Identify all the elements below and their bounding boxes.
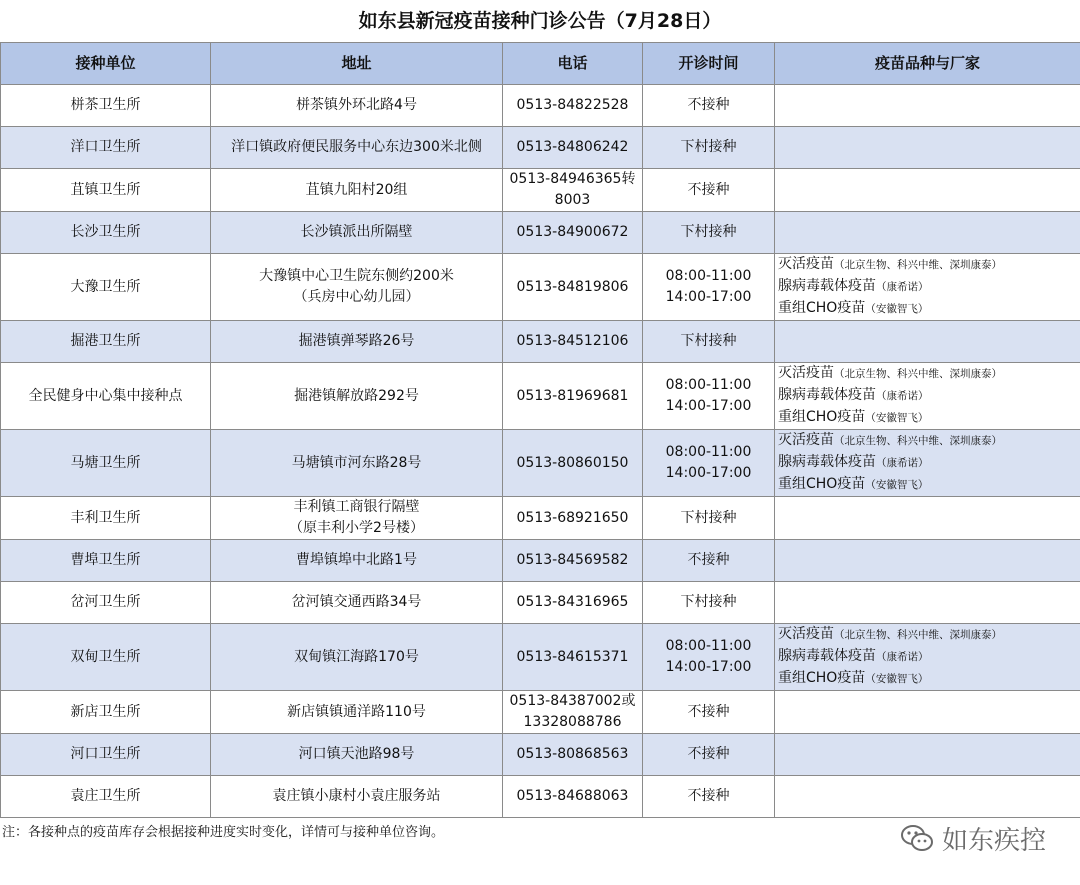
address-cell xyxy=(211,127,503,169)
table-row xyxy=(1,363,1080,430)
vaccine-line xyxy=(778,407,1076,429)
phone-cell-line: 0513-84819806 xyxy=(516,278,629,295)
address-cell xyxy=(211,430,503,497)
address-cell-line: 掘港镇弹琴路26号 xyxy=(298,333,415,349)
address-cell-line: （原丰利小学2号楼） xyxy=(289,520,424,536)
hours-cell xyxy=(643,321,775,363)
hours-cell-line: 不接种 xyxy=(687,788,730,804)
address-cell-line: 洋口镇政府便民服务中心东边300米北侧 xyxy=(231,139,482,155)
table-row xyxy=(1,582,1080,624)
table-row xyxy=(1,85,1080,127)
unit-cell: 长沙卫生所 xyxy=(1,212,211,254)
phone-cell xyxy=(503,540,643,582)
address-cell-line: 长沙镇派出所隔壁 xyxy=(300,224,413,240)
vaccine-name: 重组CHO疫苗 xyxy=(778,300,866,316)
brand-name: 如东疾控 xyxy=(941,825,1046,856)
vaccine-maker: （康希诺） xyxy=(876,390,929,402)
hours-cell-line: 08:00-11:00 xyxy=(665,638,752,654)
address-cell-line: 马塘镇市河东路28号 xyxy=(291,454,422,471)
header-phone: 电话 xyxy=(503,43,643,85)
address-cell xyxy=(211,321,503,363)
unit-cell: 洋口卫生所 xyxy=(1,127,211,169)
vaccine-maker: （康希诺） xyxy=(876,457,929,469)
table-row xyxy=(1,169,1080,212)
hours-cell-line: 下村接种 xyxy=(680,594,737,610)
unit-cell: 掘港卫生所 xyxy=(1,321,211,363)
phone-cell xyxy=(503,363,643,430)
table-row xyxy=(1,212,1080,254)
unit-cell: 岔河卫生所 xyxy=(1,582,211,624)
hours-cell xyxy=(643,85,775,127)
hours-cell xyxy=(643,363,775,430)
vaccine-cell xyxy=(775,430,1080,497)
hours-cell-line: 不接种 xyxy=(687,746,730,762)
hours-cell xyxy=(643,691,775,734)
vaccine-line xyxy=(778,276,1076,298)
vaccine-cell xyxy=(775,582,1080,624)
phone-cell xyxy=(503,497,643,540)
vaccine-maker: （安徽智飞） xyxy=(865,303,929,315)
address-cell-line: 掘港镇解放路292号 xyxy=(294,387,419,404)
vaccine-cell xyxy=(775,497,1080,540)
vaccine-name: 灭活疫苗 xyxy=(778,365,834,381)
address-cell-line: 栟茶镇外环北路4号 xyxy=(296,97,417,113)
hours-cell-line: 不接种 xyxy=(687,97,730,113)
phone-cell-line: 0513-84316965 xyxy=(516,594,629,610)
address-cell-line: 袁庄镇小康村小袁庄服务站 xyxy=(272,788,441,804)
vaccination-table xyxy=(0,42,1080,818)
table-row xyxy=(1,691,1080,734)
hours-cell xyxy=(643,430,775,497)
address-cell xyxy=(211,363,503,430)
phone-cell-line: 0513-84512106 xyxy=(516,333,629,349)
phone-cell xyxy=(503,127,643,169)
hours-cell xyxy=(643,624,775,691)
phone-cell xyxy=(503,85,643,127)
phone-cell xyxy=(503,691,643,734)
table-row xyxy=(1,776,1080,818)
unit-cell: 全民健身中心集中接种点 xyxy=(1,363,211,430)
hours-cell-line: 14:00-17:00 xyxy=(665,659,752,675)
phone-cell-line: 0513-84387002或 xyxy=(509,693,636,709)
vaccine-cell xyxy=(775,169,1080,212)
hours-cell xyxy=(643,169,775,212)
hours-cell-line: 08:00-11:00 xyxy=(665,444,752,460)
phone-cell xyxy=(503,321,643,363)
phone-cell-line: 0513-84569582 xyxy=(516,552,629,568)
header-unit: 接种单位 xyxy=(1,43,211,85)
vaccine-cell xyxy=(775,127,1080,169)
address-cell-line: 丰利镇工商银行隔壁 xyxy=(293,499,420,515)
address-cell-line: 新店镇镇通洋路110号 xyxy=(287,703,426,720)
header-hours: 开诊时间 xyxy=(643,43,775,85)
vaccine-cell xyxy=(775,212,1080,254)
phone-cell-line: 0513-84946365转 xyxy=(509,171,636,187)
hours-cell xyxy=(643,127,775,169)
vaccine-name: 腺病毒载体疫苗 xyxy=(778,278,876,294)
address-cell xyxy=(211,85,503,127)
vaccine-name: 腺病毒载体疫苗 xyxy=(778,454,876,470)
vaccine-maker: （北京生物、科兴中维、深圳康泰） xyxy=(834,259,1002,271)
address-cell-line: 曹埠镇埠中北路1号 xyxy=(296,552,417,568)
vaccine-line xyxy=(778,298,1076,320)
phone-cell-line: 0513-84688063 xyxy=(516,788,629,804)
hours-cell xyxy=(643,582,775,624)
vaccine-line xyxy=(778,474,1076,496)
table-body xyxy=(1,85,1080,818)
vaccine-name: 灭活疫苗 xyxy=(778,256,834,272)
vaccine-line xyxy=(778,254,1076,276)
hours-cell-line: 14:00-17:00 xyxy=(665,289,752,305)
hours-cell-line: 14:00-17:00 xyxy=(665,398,752,414)
phone-cell-line: 0513-80860150 xyxy=(516,454,629,471)
vaccine-cell xyxy=(775,624,1080,691)
address-cell xyxy=(211,212,503,254)
table-row xyxy=(1,127,1080,169)
header-address: 地址 xyxy=(211,43,503,85)
hours-cell xyxy=(643,540,775,582)
vaccine-line xyxy=(778,385,1076,407)
hours-cell xyxy=(643,254,775,321)
vaccine-maker: （北京生物、科兴中维、深圳康泰） xyxy=(834,368,1002,380)
address-cell xyxy=(211,582,503,624)
vaccine-cell xyxy=(775,321,1080,363)
header-vaccines: 疫苗品种与厂家 xyxy=(775,43,1080,85)
vaccine-name: 重组CHO疫苗 xyxy=(778,476,866,492)
address-cell xyxy=(211,169,503,212)
phone-cell xyxy=(503,169,643,212)
vaccine-line xyxy=(778,430,1076,452)
phone-cell xyxy=(503,734,643,776)
page-title: 如东县新冠疫苗接种门诊公告（7月28日） xyxy=(358,10,722,32)
unit-cell: 马塘卫生所 xyxy=(1,430,211,497)
address-cell xyxy=(211,691,503,734)
vaccine-line xyxy=(778,624,1076,646)
vaccine-cell xyxy=(775,363,1080,430)
hours-cell xyxy=(643,776,775,818)
address-cell-line: 岔河镇交通西路34号 xyxy=(291,594,422,610)
brand-watermark xyxy=(900,820,1046,856)
hours-cell-line: 下村接种 xyxy=(680,224,737,240)
phone-cell-line: 0513-84806242 xyxy=(516,139,629,155)
address-cell-line: （兵房中心幼儿园） xyxy=(293,289,420,305)
vaccine-cell xyxy=(775,540,1080,582)
unit-cell: 新店卫生所 xyxy=(1,691,211,734)
vaccine-name: 重组CHO疫苗 xyxy=(778,670,866,686)
vaccine-maker: （北京生物、科兴中维、深圳康泰） xyxy=(834,629,1002,641)
hours-cell xyxy=(643,497,775,540)
vaccine-name: 腺病毒载体疫苗 xyxy=(778,387,876,403)
table-row xyxy=(1,624,1080,691)
unit-cell: 袁庄卫生所 xyxy=(1,776,211,818)
phone-cell-line: 0513-68921650 xyxy=(516,509,629,526)
address-cell xyxy=(211,497,503,540)
vaccine-cell xyxy=(775,734,1080,776)
address-cell xyxy=(211,624,503,691)
table-row xyxy=(1,497,1080,540)
phone-cell xyxy=(503,776,643,818)
phone-cell-line: 0513-81969681 xyxy=(516,387,629,404)
phone-cell xyxy=(503,212,643,254)
phone-cell-line: 0513-84615371 xyxy=(516,648,629,665)
vaccine-cell xyxy=(775,776,1080,818)
vaccine-line xyxy=(778,363,1076,385)
vaccine-cell xyxy=(775,85,1080,127)
vaccine-name: 灭活疫苗 xyxy=(778,626,834,642)
vaccine-maker: （安徽智飞） xyxy=(865,412,929,424)
footnote: 注：各接种点的疫苗库存会根据接种进度实时变化，详情可与接种单位咨询。 xyxy=(2,825,445,840)
phone-cell-line: 8003 xyxy=(554,192,591,208)
address-cell xyxy=(211,734,503,776)
hours-cell-line: 下村接种 xyxy=(680,139,737,155)
address-cell xyxy=(211,776,503,818)
phone-cell-line: 0513-84900672 xyxy=(516,224,629,240)
phone-cell-line: 13328088786 xyxy=(523,714,622,730)
address-cell-line: 大豫镇中心卫生院东侧约200米 xyxy=(259,268,454,284)
address-cell-line: 双甸镇江海路170号 xyxy=(294,648,419,665)
phone-cell xyxy=(503,624,643,691)
table-row xyxy=(1,430,1080,497)
vaccine-maker: （康希诺） xyxy=(876,281,929,293)
vaccine-line xyxy=(778,452,1076,474)
vaccine-name: 重组CHO疫苗 xyxy=(778,409,866,425)
vaccine-maker: （安徽智飞） xyxy=(865,479,929,491)
phone-cell xyxy=(503,254,643,321)
table-row xyxy=(1,321,1080,363)
phone-cell xyxy=(503,430,643,497)
unit-cell: 河口卫生所 xyxy=(1,734,211,776)
vaccine-name: 灭活疫苗 xyxy=(778,432,834,448)
vaccine-maker: （康希诺） xyxy=(876,651,929,663)
address-cell-line: 河口镇天池路98号 xyxy=(298,746,415,762)
phone-cell-line: 0513-84822528 xyxy=(516,97,629,113)
unit-cell: 大豫卫生所 xyxy=(1,254,211,321)
hours-cell xyxy=(643,734,775,776)
hours-cell-line: 下村接种 xyxy=(680,333,737,349)
unit-cell: 栟茶卫生所 xyxy=(1,85,211,127)
hours-cell-line: 不接种 xyxy=(687,703,730,720)
hours-cell-line: 不接种 xyxy=(687,552,730,568)
phone-cell-line: 0513-80868563 xyxy=(516,746,629,762)
vaccine-maker: （北京生物、科兴中维、深圳康泰） xyxy=(834,435,1002,447)
hours-cell-line: 08:00-11:00 xyxy=(665,268,752,284)
phone-cell xyxy=(503,582,643,624)
vaccine-line xyxy=(778,646,1076,668)
vaccine-name: 腺病毒载体疫苗 xyxy=(778,648,876,664)
hours-cell-line: 下村接种 xyxy=(680,509,737,526)
wechat-icon xyxy=(900,823,934,853)
hours-cell-line: 不接种 xyxy=(687,181,730,198)
address-cell-line: 苴镇九阳村20组 xyxy=(305,181,408,198)
unit-cell: 双甸卫生所 xyxy=(1,624,211,691)
vaccine-cell xyxy=(775,691,1080,734)
vaccine-cell xyxy=(775,254,1080,321)
vaccine-maker: （安徽智飞） xyxy=(865,673,929,685)
table-row xyxy=(1,734,1080,776)
unit-cell: 丰利卫生所 xyxy=(1,497,211,540)
address-cell xyxy=(211,254,503,321)
vaccine-line xyxy=(778,668,1076,690)
hours-cell-line: 14:00-17:00 xyxy=(665,465,752,481)
unit-cell: 苴镇卫生所 xyxy=(1,169,211,212)
hours-cell-line: 08:00-11:00 xyxy=(665,377,752,393)
table-row xyxy=(1,540,1080,582)
unit-cell: 曹埠卫生所 xyxy=(1,540,211,582)
hours-cell xyxy=(643,212,775,254)
address-cell xyxy=(211,540,503,582)
table-row xyxy=(1,254,1080,321)
table-header-row xyxy=(1,43,1080,85)
